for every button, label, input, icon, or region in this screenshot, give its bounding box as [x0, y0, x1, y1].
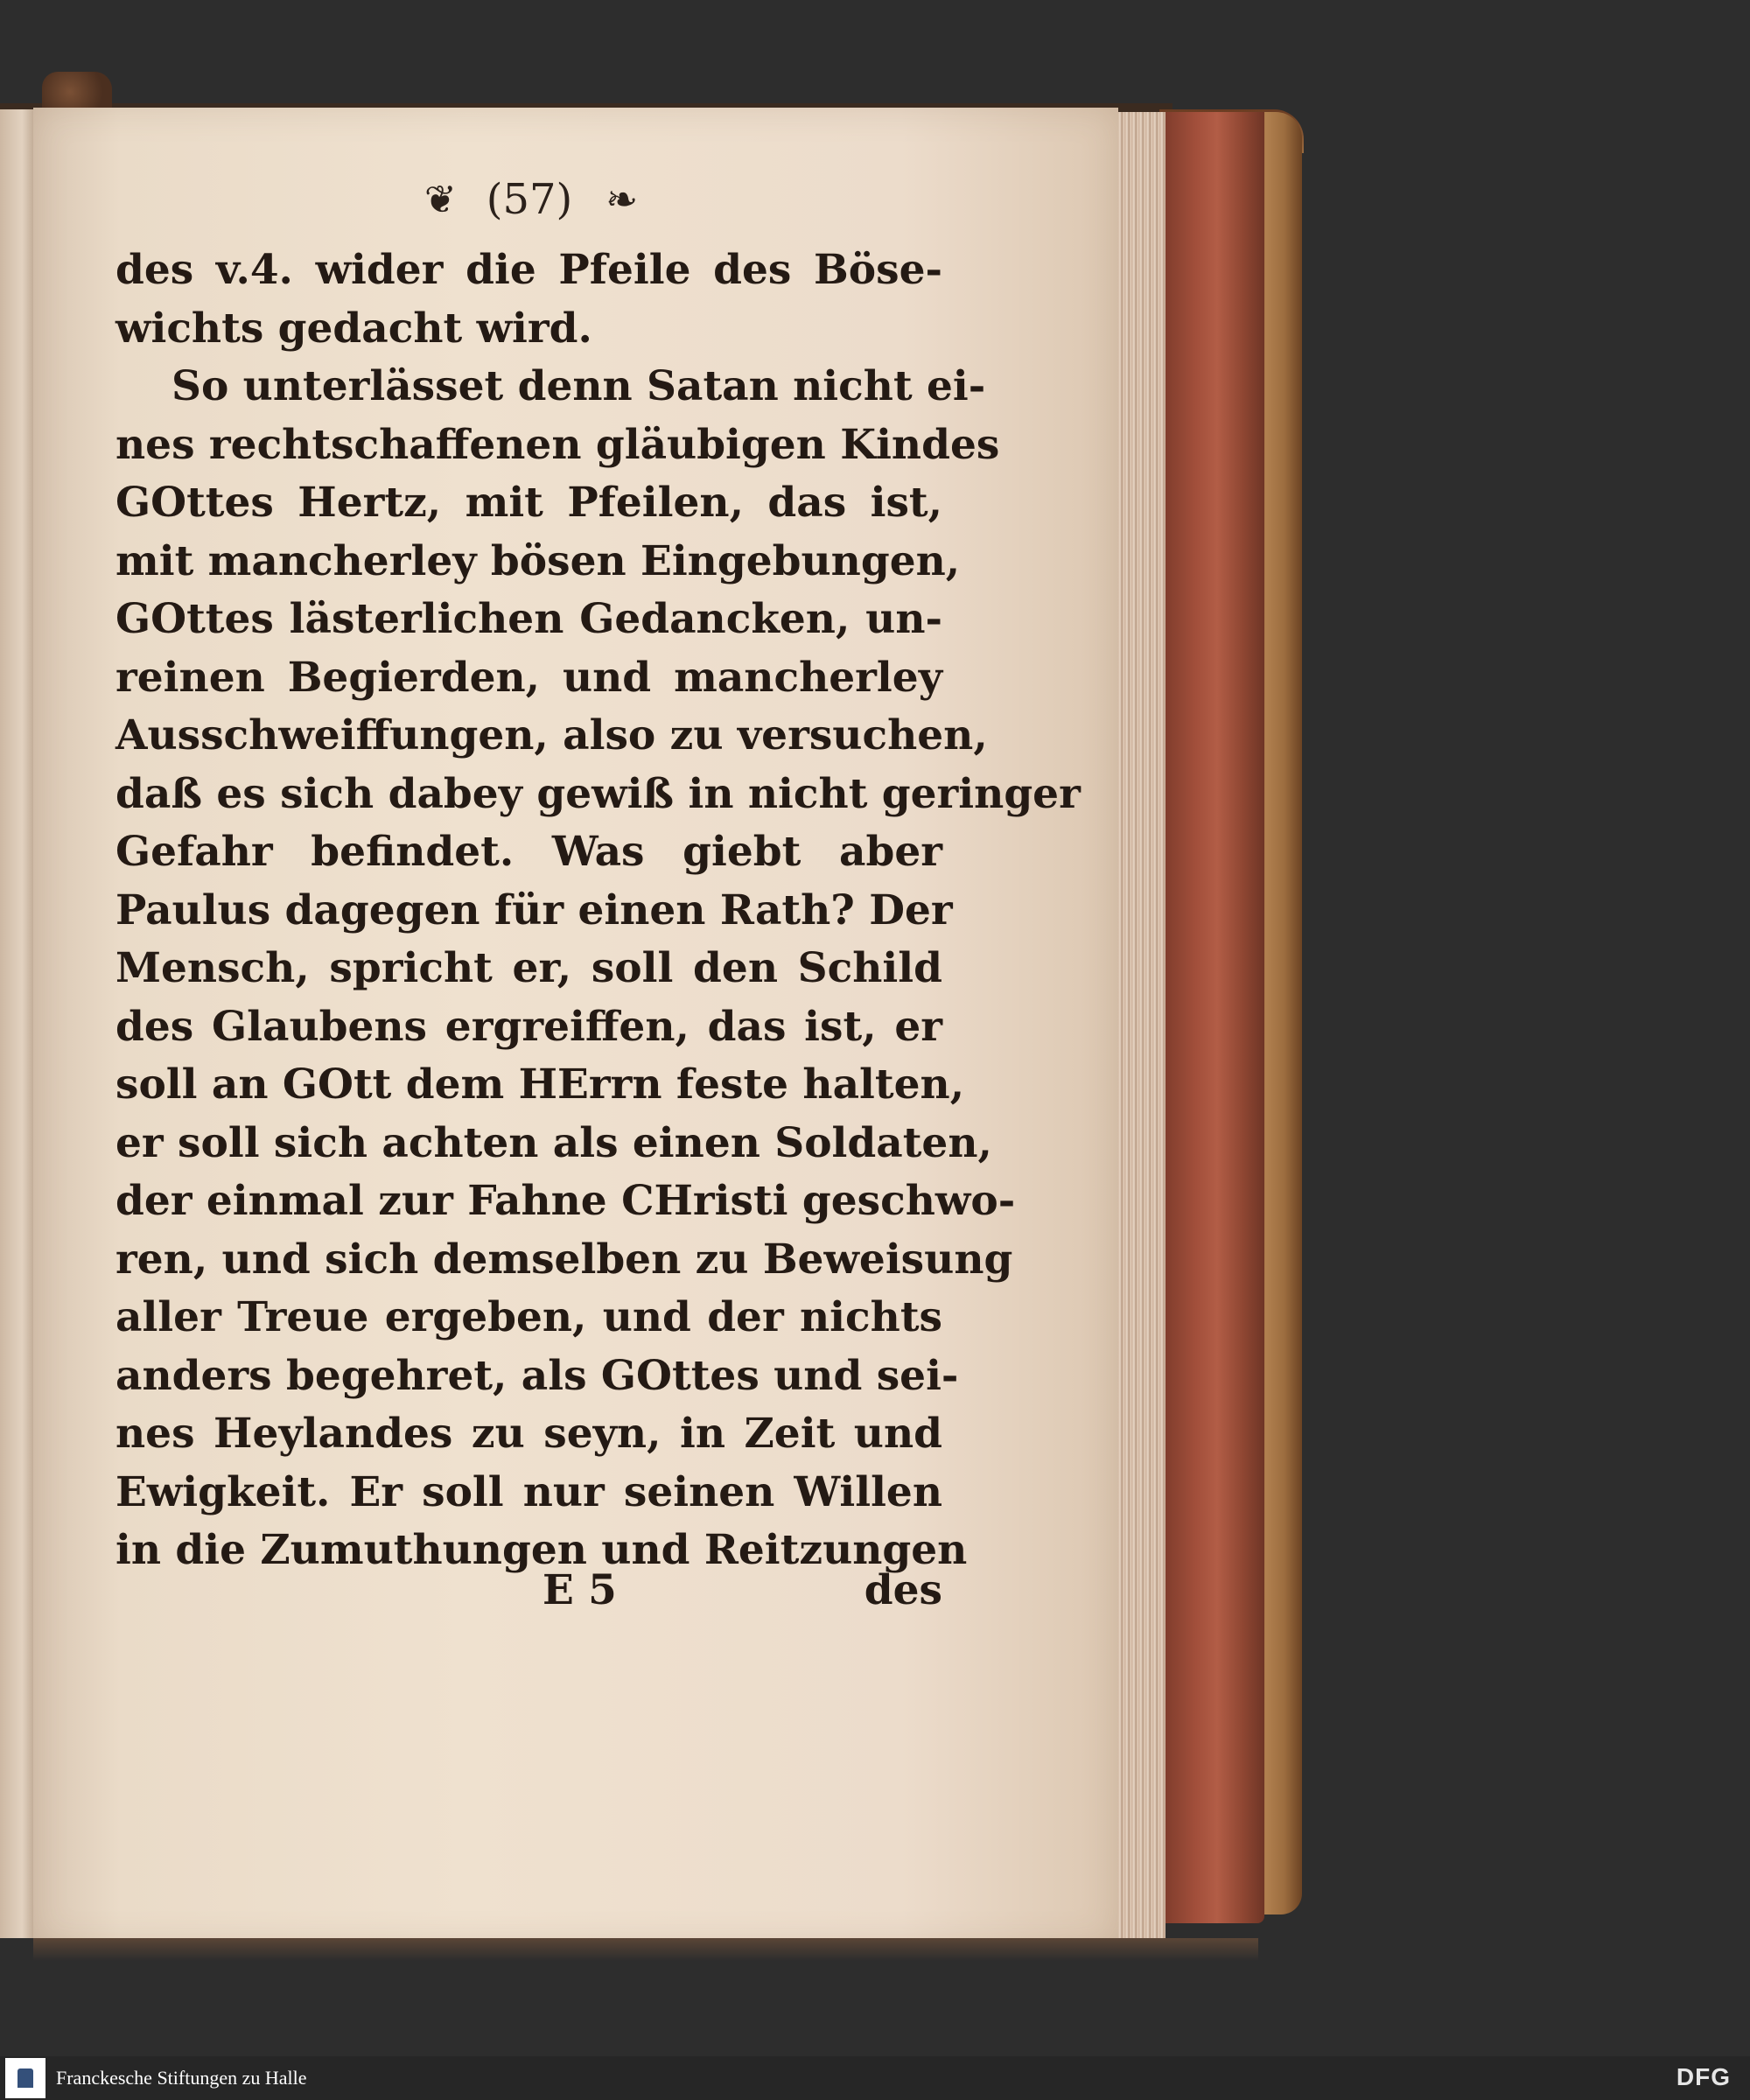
text-line: mit mancherley bösen Eingebungen, [116, 536, 961, 585]
text-line: er soll sich achten als einen Soldaten, [116, 1118, 992, 1167]
dfg-logo[interactable]: DFG [1676, 2063, 1731, 2090]
text-line: GOttes lästerlichen Gedancken, un- [116, 595, 942, 643]
text-line: Mensch, spricht er, soll den Schild [116, 944, 942, 992]
body-text [116, 242, 1081, 1580]
ornament-right-icon: ❧ [606, 177, 635, 222]
text-line: ren, und sich demselben zu Beweisung [116, 1235, 1013, 1284]
text-line: reinen Begierden, und mancherley [116, 653, 942, 702]
red-fore-edge [1159, 112, 1264, 1923]
text-line: nes rechtschaffenen gläubigen Kindes [116, 420, 1000, 469]
text-line: anders begehret, als GOttes und sei- [116, 1351, 959, 1400]
viewer-footer [0, 2056, 1750, 2100]
page-header [332, 175, 726, 224]
text-line: aller Treue ergeben, und der nichts [116, 1293, 942, 1341]
text-line: Gefahr befindet. Was giebt aber [116, 828, 942, 876]
text-line: daß es sich dabey gewiß in nicht geringer [116, 769, 1081, 818]
catchword: des [864, 1566, 942, 1614]
text-line: nes Heylandes zu seyn, in Zeit und [116, 1410, 942, 1458]
text-line: in die Zumuthungen und Reitzungen [116, 1526, 968, 1574]
book-bottom-edge [33, 1938, 1258, 1961]
text-line: des Glaubens ergreiffen, das ist, er [116, 1002, 942, 1051]
text-line: GOttes Hertz, mit Pfeilen, das ist, [116, 479, 942, 527]
page-foot [116, 1566, 942, 1624]
text-line: Paulus dagegen für einen Rath? Der [116, 886, 953, 934]
ornament-left-icon: ❦ [424, 177, 453, 222]
institution-logo[interactable] [5, 2058, 46, 2098]
bookmark-tab [42, 72, 112, 112]
text-line: soll an GOtt dem HErrn feste halten, [116, 1060, 965, 1109]
text-line: der einmal zur Fahne CHristi geschwo- [116, 1177, 1016, 1225]
text-line: des v.4. wider die Pfeile des Böse- [116, 246, 942, 294]
page-number: (57) [486, 175, 573, 224]
text-line: Ausschweiffungen, also zu versuchen, [116, 711, 988, 760]
text-line: So unterlässet denn Satan nicht ei- [172, 362, 986, 410]
institution-name[interactable]: Franckesche Stiftungen zu Halle [56, 2067, 307, 2089]
building-icon [18, 2068, 33, 2088]
text-line: Ewigkeit. Er soll nur seinen Willen [116, 1467, 942, 1516]
signature-mark: E 5 [542, 1566, 617, 1614]
text-line: wichts gedacht wird. [116, 304, 592, 353]
